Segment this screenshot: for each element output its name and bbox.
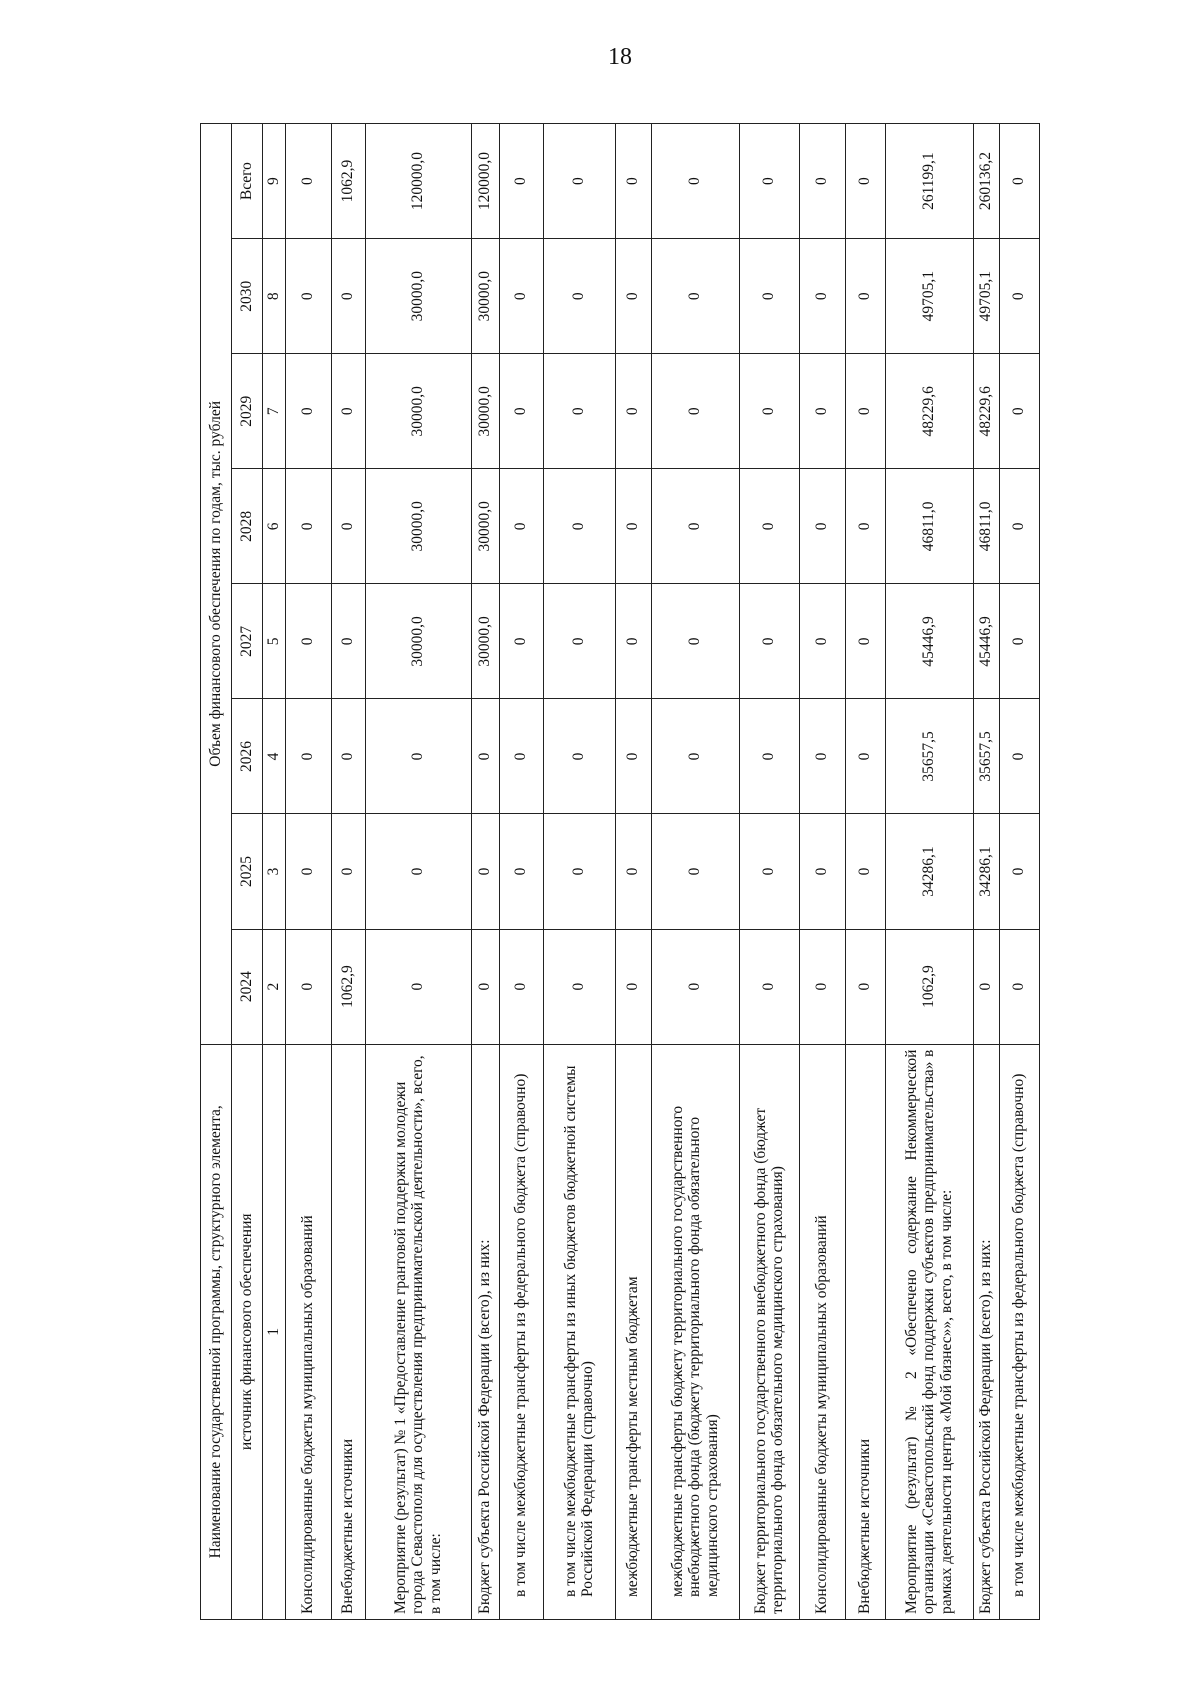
cell-total: 120000,0 — [365, 124, 471, 239]
table-row — [651, 124, 739, 1620]
cell-value: 1062,9 — [331, 929, 365, 1044]
cell-value: 0 — [651, 354, 739, 469]
cell-value: 0 — [845, 469, 885, 584]
cell-value: 0 — [543, 469, 615, 584]
cell-value: 0 — [285, 239, 331, 354]
cell-value: 0 — [973, 929, 999, 1044]
column-number: 5 — [263, 584, 286, 699]
table-row — [739, 124, 799, 1620]
table-row — [999, 124, 1039, 1620]
cell-value: 0 — [739, 699, 799, 814]
header-year: 2030 — [232, 239, 263, 354]
rotated-table-wrapper — [200, 123, 1085, 1620]
row-label: в том числе межбюджетные трансферты из иных бюджетов бюджетной системы Российской Федерации (справочно) — [543, 1044, 615, 1619]
cell-value: 0 — [799, 814, 845, 929]
cell-total: 0 — [845, 124, 885, 239]
cell-value: 0 — [615, 929, 651, 1044]
row-label: в том числе межбюджетные трансферты из федерального бюджета (справочно) — [999, 1044, 1039, 1619]
table-row — [499, 124, 543, 1620]
cell-value: 35657,5 — [885, 699, 973, 814]
cell-value: 0 — [999, 699, 1039, 814]
cell-value: 0 — [651, 929, 739, 1044]
row-label: Консолидированные бюджеты муниципальных образований — [285, 1044, 331, 1619]
table-row — [285, 124, 331, 1620]
cell-value: 0 — [739, 584, 799, 699]
cell-value: 0 — [331, 239, 365, 354]
cell-value: 0 — [331, 354, 365, 469]
cell-value: 45446,9 — [973, 584, 999, 699]
cell-value: 0 — [651, 814, 739, 929]
column-number: 7 — [263, 354, 286, 469]
cell-value: 30000,0 — [471, 584, 499, 699]
column-number: 9 — [263, 124, 286, 239]
cell-value: 0 — [739, 814, 799, 929]
cell-value: 0 — [615, 469, 651, 584]
cell-total: 1062,9 — [331, 124, 365, 239]
cell-value: 0 — [499, 239, 543, 354]
cell-value: 48229,6 — [885, 354, 973, 469]
cell-value: 30000,0 — [365, 584, 471, 699]
cell-value: 0 — [845, 584, 885, 699]
cell-value: 0 — [499, 469, 543, 584]
row-label: Мероприятие (результат) № 2 «Обеспечено содержание Некоммерческой организации «Севастопольский фонд поддержки субъектов предпринимательства» в рамках деятельности центра «Мой бизнес»», всего, в том числе: — [885, 1044, 973, 1619]
cell-value: 0 — [331, 699, 365, 814]
cell-value: 0 — [499, 814, 543, 929]
cell-value: 0 — [615, 699, 651, 814]
table-row — [543, 124, 615, 1620]
cell-value: 0 — [499, 354, 543, 469]
cell-value: 0 — [651, 699, 739, 814]
cell-value: 48229,6 — [973, 354, 999, 469]
cell-value: 0 — [471, 929, 499, 1044]
header-source: источник финансового обеспечения — [232, 1044, 263, 1619]
cell-value: 0 — [615, 239, 651, 354]
cell-value: 0 — [285, 699, 331, 814]
row-label: межбюджетные трансферты бюджету территориального государственного внебюджетного фонда (бюджету территориального фонда обязательного медицинского страхования) — [651, 1044, 739, 1619]
column-number: 1 — [263, 1044, 286, 1619]
cell-value: 0 — [651, 239, 739, 354]
table-row — [615, 124, 651, 1620]
table-row — [845, 124, 885, 1620]
cell-value: 46811,0 — [885, 469, 973, 584]
cell-value: 30000,0 — [365, 469, 471, 584]
cell-value: 0 — [845, 239, 885, 354]
cell-value: 0 — [845, 699, 885, 814]
cell-value: 0 — [365, 699, 471, 814]
header-year: 2027 — [232, 584, 263, 699]
cell-value: 0 — [999, 469, 1039, 584]
cell-total: 0 — [739, 124, 799, 239]
table-row — [331, 124, 365, 1620]
cell-value: 0 — [543, 814, 615, 929]
table-row — [471, 124, 499, 1620]
header-year: 2028 — [232, 469, 263, 584]
cell-value: 0 — [739, 354, 799, 469]
cell-value: 45446,9 — [885, 584, 973, 699]
cell-value: 0 — [615, 354, 651, 469]
cell-value: 30000,0 — [471, 354, 499, 469]
cell-value: 1062,9 — [885, 929, 973, 1044]
cell-total: 0 — [285, 124, 331, 239]
column-number: 2 — [263, 929, 286, 1044]
row-label: в том числе межбюджетные трансферты из федерального бюджета (справочно) — [499, 1044, 543, 1619]
column-number: 3 — [263, 814, 286, 929]
cell-value: 0 — [543, 239, 615, 354]
cell-value: 0 — [331, 814, 365, 929]
cell-value: 0 — [999, 929, 1039, 1044]
cell-value: 0 — [615, 814, 651, 929]
cell-value: 0 — [499, 929, 543, 1044]
cell-value: 34286,1 — [973, 814, 999, 929]
column-number: 4 — [263, 699, 286, 814]
row-label: Бюджет субъекта Российской Федерации (всего), из них: — [973, 1044, 999, 1619]
cell-value: 0 — [739, 469, 799, 584]
header-row-numbering — [263, 124, 286, 1620]
row-label: Мероприятие (результат) № 1 «Предоставление грантовой поддержки молодежи города Севастополя для осуществления предпринимательской деятельности», всего, в том числе: — [365, 1044, 471, 1619]
header-row-group — [201, 124, 232, 1620]
cell-value: 0 — [845, 354, 885, 469]
column-number: 8 — [263, 239, 286, 354]
header-year: 2026 — [232, 699, 263, 814]
cell-value: 30000,0 — [365, 239, 471, 354]
cell-value: 0 — [365, 929, 471, 1044]
cell-value: 0 — [285, 469, 331, 584]
row-label: Внебюджетные источники — [845, 1044, 885, 1619]
cell-value: 0 — [999, 239, 1039, 354]
cell-value: 0 — [845, 814, 885, 929]
cell-value: 34286,1 — [885, 814, 973, 929]
row-label: Бюджет территориального государственного внебюджетного фонда (бюджет территориального фонда обязательного медицинского страхования) — [739, 1044, 799, 1619]
cell-value: 0 — [999, 354, 1039, 469]
table-row — [885, 124, 973, 1620]
cell-total: 261199,1 — [885, 124, 973, 239]
page-number: 18 — [608, 44, 632, 70]
cell-total: 0 — [543, 124, 615, 239]
cell-value: 0 — [331, 584, 365, 699]
table-row — [365, 124, 471, 1620]
header-name: Наименование государственной программы, структурного элемента, — [201, 1044, 232, 1619]
cell-value: 0 — [365, 814, 471, 929]
cell-value: 0 — [543, 354, 615, 469]
cell-total: 260136,2 — [973, 124, 999, 239]
row-label: межбюджетные трансферты местным бюджетам — [615, 1044, 651, 1619]
cell-total: 0 — [615, 124, 651, 239]
cell-value: 0 — [471, 814, 499, 929]
cell-value: 0 — [285, 929, 331, 1044]
cell-value: 0 — [543, 699, 615, 814]
cell-value: 0 — [799, 929, 845, 1044]
cell-value: 49705,1 — [885, 239, 973, 354]
cell-total: 0 — [499, 124, 543, 239]
cell-value: 0 — [499, 699, 543, 814]
header-year: 2029 — [232, 354, 263, 469]
column-number: 6 — [263, 469, 286, 584]
cell-value: 30000,0 — [471, 469, 499, 584]
row-label: Бюджет субъекта Российской Федерации (всего), из них: — [471, 1044, 499, 1619]
header-year: 2025 — [232, 814, 263, 929]
header-year: Всего — [232, 124, 263, 239]
financing-table — [200, 123, 1040, 1620]
table-row — [973, 124, 999, 1620]
cell-value: 0 — [739, 239, 799, 354]
header-group: Объем финансового обеспечения по годам, тыс. рублей — [201, 124, 232, 1045]
cell-total: 0 — [799, 124, 845, 239]
row-label: Консолидированные бюджеты муниципальных образований — [799, 1044, 845, 1619]
cell-value: 0 — [471, 699, 499, 814]
cell-total: 0 — [651, 124, 739, 239]
header-year: 2024 — [232, 929, 263, 1044]
cell-value: 0 — [543, 584, 615, 699]
cell-value: 0 — [499, 584, 543, 699]
cell-value: 0 — [615, 584, 651, 699]
cell-value: 0 — [799, 239, 845, 354]
cell-value: 0 — [799, 469, 845, 584]
row-label: Внебюджетные источники — [331, 1044, 365, 1619]
cell-value: 0 — [285, 814, 331, 929]
cell-value: 0 — [285, 584, 331, 699]
table-row — [799, 124, 845, 1620]
cell-value: 49705,1 — [973, 239, 999, 354]
cell-value: 30000,0 — [365, 354, 471, 469]
cell-value: 0 — [799, 699, 845, 814]
cell-value: 0 — [799, 584, 845, 699]
cell-value: 0 — [999, 814, 1039, 929]
table-body — [285, 124, 1039, 1620]
cell-value: 0 — [845, 929, 885, 1044]
cell-value: 0 — [543, 929, 615, 1044]
cell-value: 0 — [285, 354, 331, 469]
cell-value: 0 — [651, 584, 739, 699]
cell-total: 0 — [999, 124, 1039, 239]
cell-value: 30000,0 — [471, 239, 499, 354]
cell-value: 46811,0 — [973, 469, 999, 584]
cell-value: 0 — [739, 929, 799, 1044]
header-row-years — [232, 124, 263, 1620]
cell-value: 0 — [651, 469, 739, 584]
cell-total: 120000,0 — [471, 124, 499, 239]
rotated-table-frame — [200, 123, 1085, 1620]
cell-value: 0 — [331, 469, 365, 584]
cell-value: 35657,5 — [973, 699, 999, 814]
cell-value: 0 — [799, 354, 845, 469]
cell-value: 0 — [999, 584, 1039, 699]
